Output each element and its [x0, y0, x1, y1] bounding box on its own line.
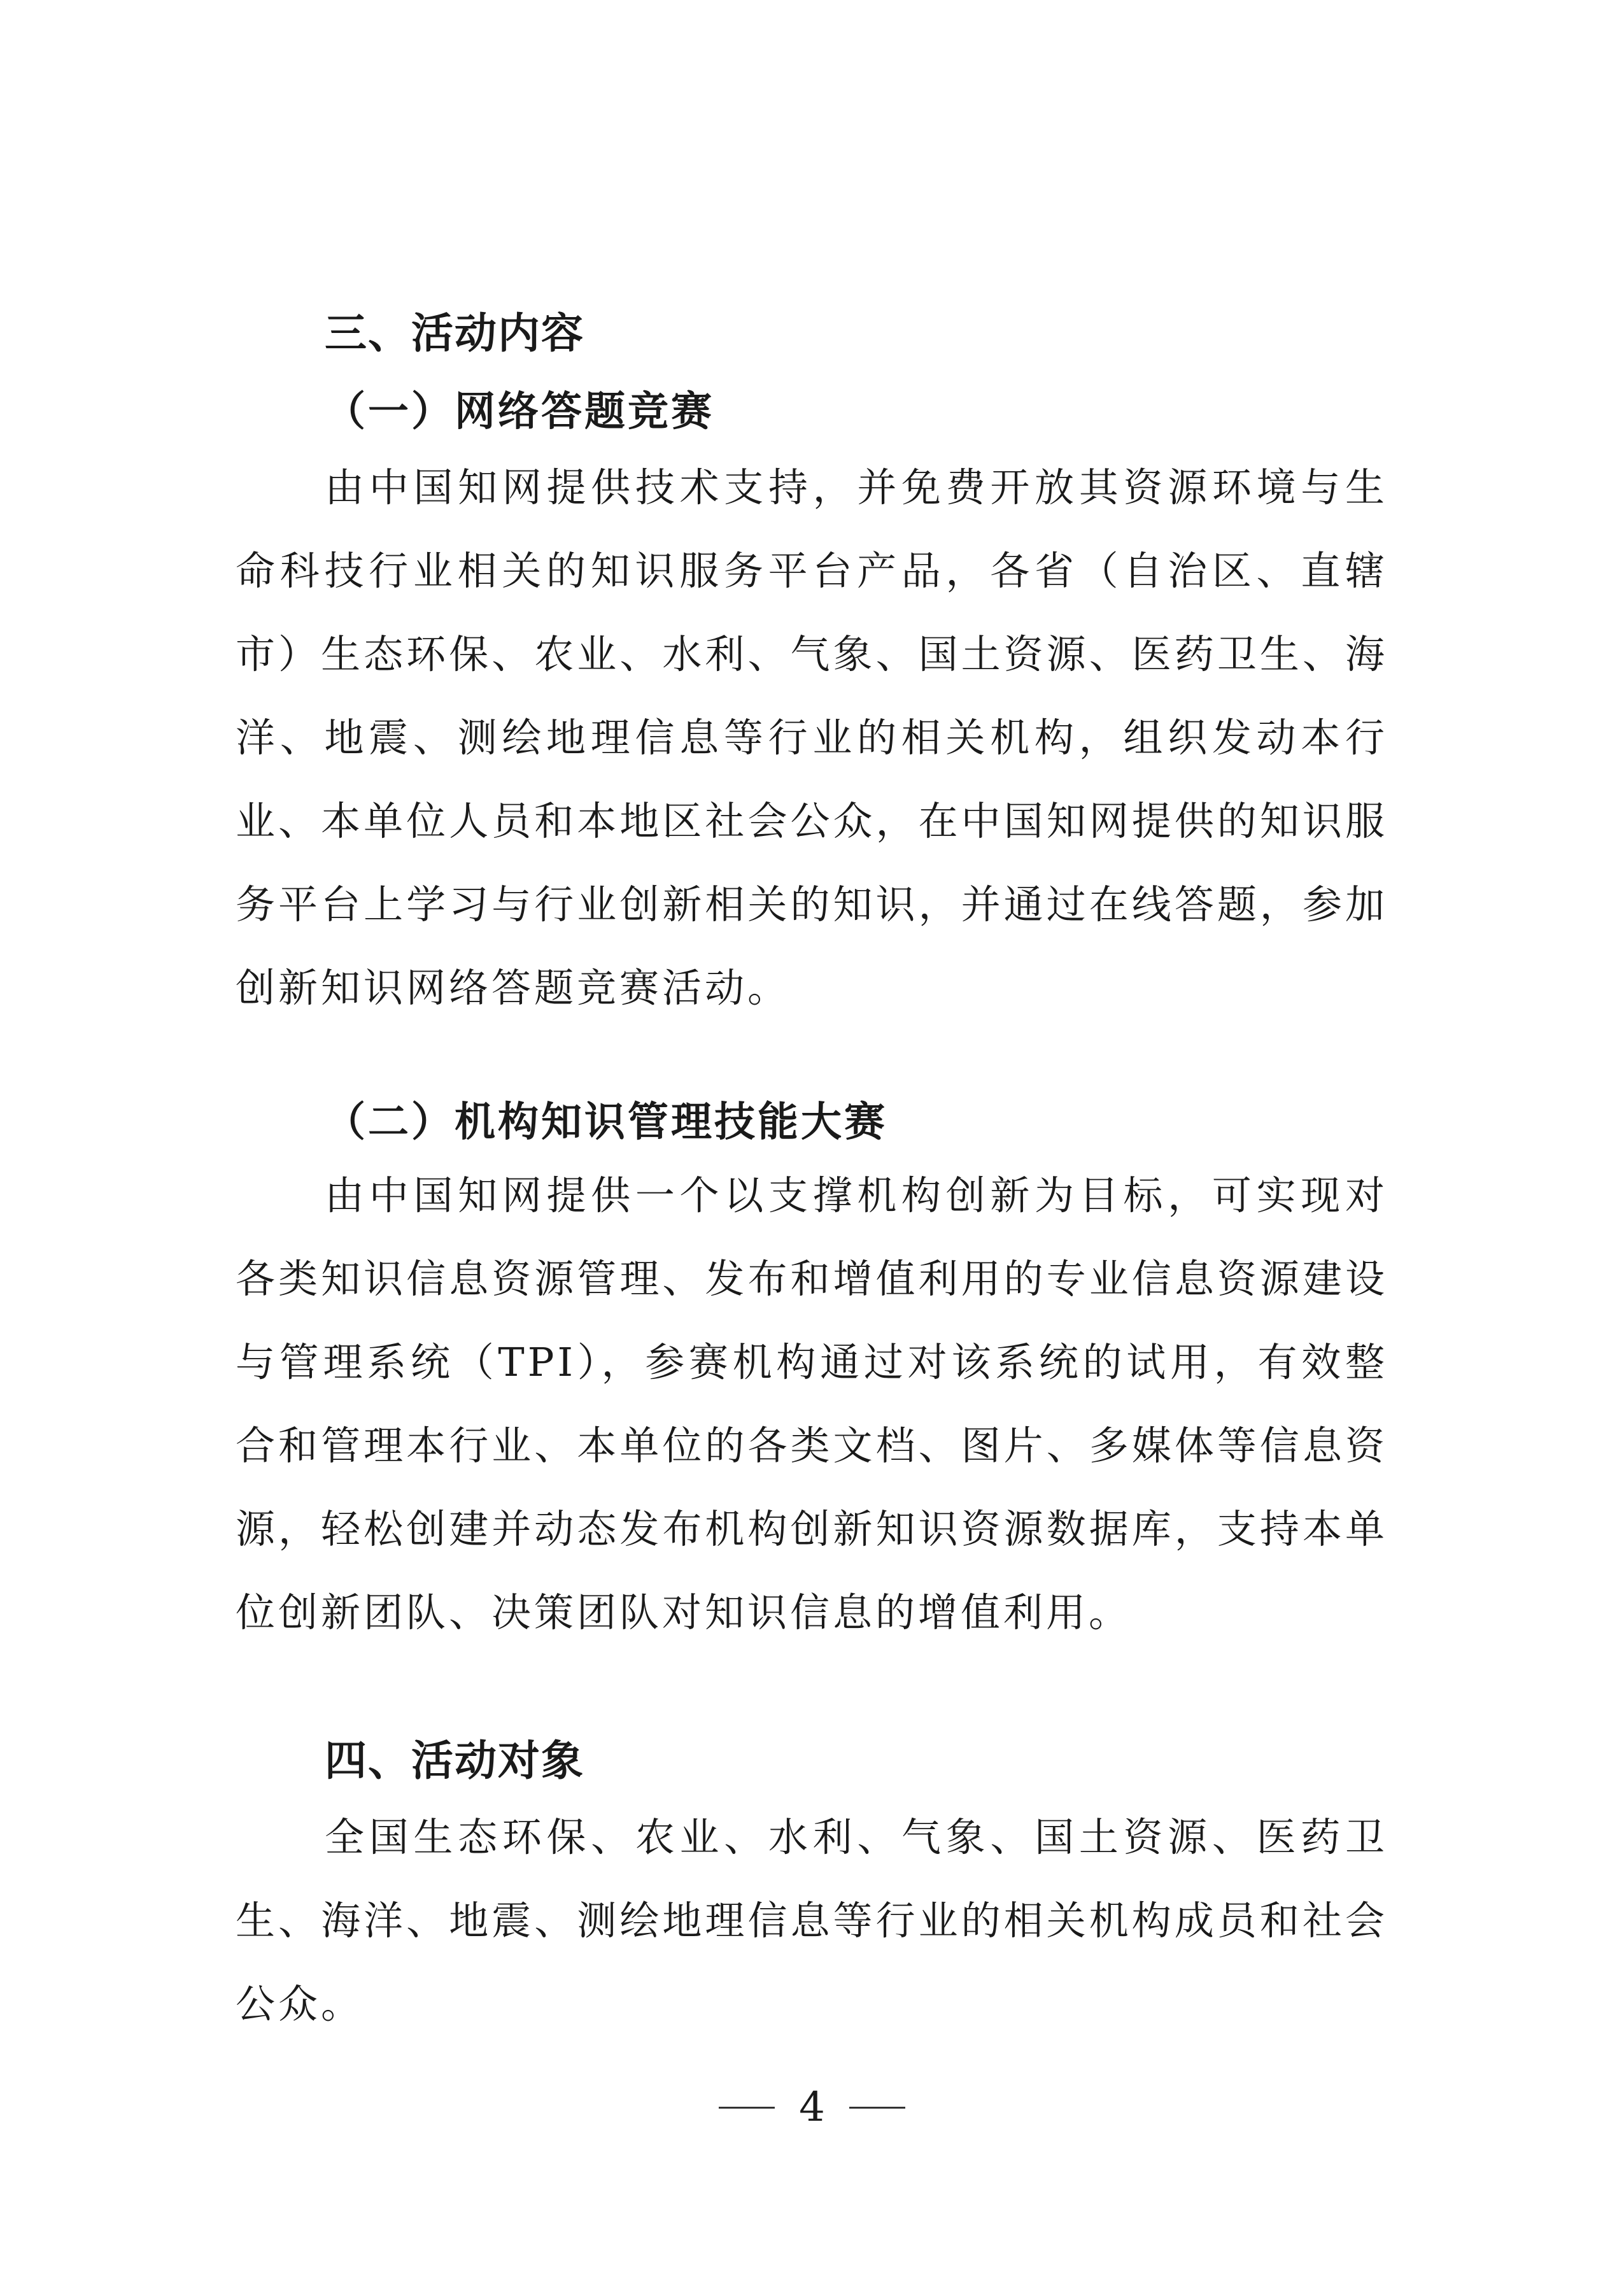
section-4-paragraph: 全国生态环保、农业、水利、气象、国土资源、医药卫生、海洋、地震、测绘地理信息等行业的相关机构成员和社会公众。	[236, 1814, 1388, 2027]
footer-left-dash	[719, 2107, 775, 2109]
page-footer	[0, 2082, 1624, 2133]
page-number: 4	[799, 2084, 825, 2131]
subsection-2-paragraph: 由中国知网提供一个以支撑机构创新为目标，可实现对各类知识信息资源管理、发布和增值利用的专业信息资源建设与管理系统（TPI），参赛机构通过对该系统的试用，有效整合和管理本行业、本单位的各类文档、图片、多媒体等信息资源，轻松创建并动态发布机构创新知识资源数据库，支持本单位创新团队、决策团队对知识信息的增值利用。	[236, 1172, 1388, 1636]
subsection-2-heading: （二）机构知识管理技能大赛	[325, 1098, 887, 1146]
footer-right-dash	[849, 2107, 905, 2109]
section-3-heading: 三、活动内容	[325, 308, 584, 358]
section-4-heading: 四、活动对象	[325, 1736, 584, 1785]
subsection-1-paragraph: 由中国知网提供技术支持，并免费开放其资源环境与生命科技行业相关的知识服务平台产品，各省（自治区、直辖市）生态环保、农业、水利、气象、国土资源、医药卫生、海洋、地震、测绘地理信息等行业的相关机构，组织发动本行业、本单位人员和本地区社会公众，在中国知网提供的知识服务平台上学习与行业创新相关的知识，并通过在线答题，参加创新知识网络答题竞赛活动。	[236, 464, 1388, 1011]
subsection-1-heading: （一）网络答题竞赛	[325, 388, 714, 435]
